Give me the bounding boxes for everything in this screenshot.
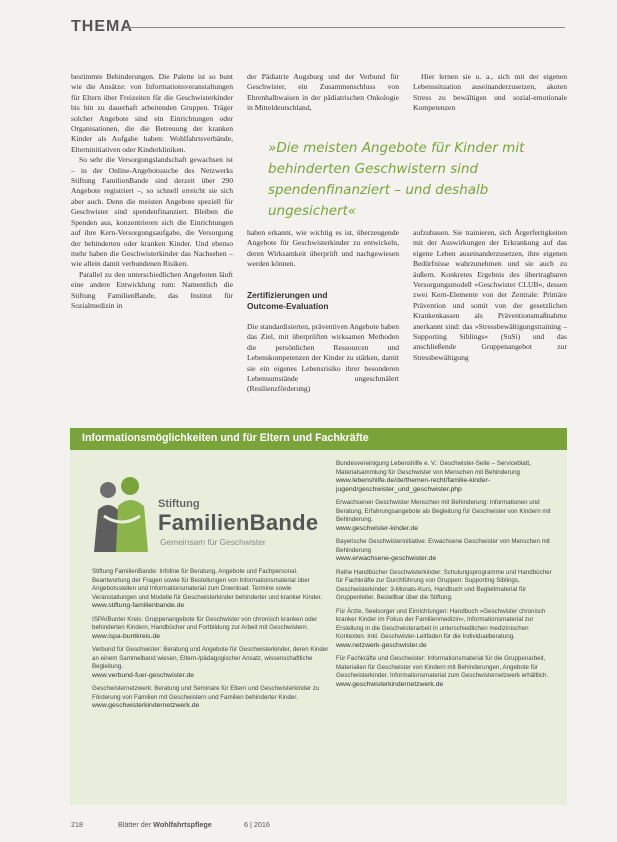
- body-column-3-top: [413, 72, 567, 114]
- info-entry-link[interactable]: www.geschwister-kinder.de: [336, 524, 418, 532]
- infobox-title-bar: [70, 428, 567, 450]
- info-entry-link[interactable]: www.verbund-fuer-geschwister.de: [92, 671, 194, 679]
- info-entry: [336, 460, 558, 494]
- info-entry-link[interactable]: www.geschwisterkindernetzwerk.de: [336, 680, 444, 688]
- subheading: Zertifizierungen und Outcome-Evaluation: [247, 290, 329, 311]
- family-figures-icon: [90, 476, 154, 554]
- info-entry: [92, 685, 332, 711]
- info-entry: [336, 538, 558, 564]
- info-entry-link[interactable]: www.geschwisterkindernetzwerk.de: [92, 702, 200, 709]
- col2-mid-text: haben erkannt, wie wichtig es ist, überzeugende Angebote für Geschwisterkinder zu entwickeln, deren Wirksamkeit überprüft und nachgewiesen werden können.: [247, 228, 399, 269]
- pull-quote: [268, 138, 568, 222]
- col3-bottom-text: aufzubauen. Sie trainieren, sich Ärgerfertigkeiten mit der Auswirkungen der Erkrankung auf das eigene Leben auseinanderzusetzen, ihre eigenen Bedürfnisse wahrzunehmen und sie auch zu äußern. Konkretes Ergebnis des übertragbaren Versorgungsmodell »Geschwister CLUB«, dessen zwei Kern-Elemente von der Zentrale: Primäre Prävention und somit von der gesetzlichen Krankenkassen als Präventionsmaßnahme anerkannt sind: das »Stressbewältigungstraining – Supporting Siblings« (SuSi) und das anschließende Gruppenangebot zur Stressbewältigung: [413, 228, 567, 362]
- col1-paragraph-2: So sehr die Versorgungslandschaft gewachsen ist – in der Online-Angebotssuche des Netzwerks Stiftung FamilienBande sind derzeit über 290 Angebote registriert –, so schnell erreicht sie sich aber auch. Denn die meisten Angebote speziell für Geschwister sind spendenfinanziert. Bleiben die Spenden aus, konzentrieren sich die Einrichtungen auf ihre Kern-Versorgungsaufgabe, die Versorgung der behinderten oder kranken Kinder. Und ebenso mehr haben die Geschwisterkinder das Nachsehen – wie allein damit verbundenen Risiken.: [71, 155, 233, 269]
- body-column-2-mid: [247, 228, 399, 270]
- col3-top-text: Hier lernen sie u. a., sich mit der eigenen Lebenssituation auseinanderzusetzen, akuten Stress zu bewältigen und sozial-emotionale Kompetenzen: [413, 72, 567, 113]
- pull-quote-line-1: »Die meisten Angebote für Kinder mit: [268, 140, 525, 156]
- body-column-3-bottom: [413, 228, 567, 363]
- info-entry: [92, 616, 332, 642]
- info-entry: [336, 569, 558, 603]
- page-number: 218: [71, 820, 83, 829]
- info-entry: [92, 646, 332, 680]
- infobox-right-column: [336, 460, 558, 694]
- header-rule: [128, 27, 565, 28]
- section-title: THEMA: [71, 18, 133, 35]
- col1-paragraph-1: bestimmte Behinderungen. Die Palette ist so bunt wie die Ansätze: von Informationsveranstaltungen für Eltern über Freizeiten für die Geschwisterkinder bis hin zu dauerhaft arbeitenden Gruppen. Träger solcher Angebote sind ein Einrichtungen oder Organisationen, die die Betreuung der kranken Kinder als Aufgabe haben: Wohlfahrtsverbände, Elterninitiativen oder Kinderkliniken.: [71, 72, 233, 154]
- journal-bold: Wohlfahrtspflege: [153, 820, 212, 829]
- body-column-1: [71, 72, 233, 311]
- infobox-left-column: [92, 568, 332, 716]
- info-entry-text: Stiftung FamilienBande: Infoline für Beratung, Angebote und Fachpersonal. Beantwortung der Fragen sowie für Bestellungen von Informationsmaterial über Angebotsstellen und Informationsmaterial zum Download. Termine sowie Veranstaltungen und Modelle für Geschwisterkinder behinderter und kranker Kinder.: [92, 568, 323, 601]
- pull-quote-line-2: behinderten Geschwistern sind: [268, 161, 479, 177]
- body-column-2-bottom: [247, 322, 399, 395]
- familienbande-logo: [90, 476, 340, 556]
- journal-name: [118, 820, 212, 829]
- info-entry-link[interactable]: www.ispa-buntkreis.de: [92, 632, 160, 640]
- info-entry-text: ISPA/Bunter Kreis: Gruppenangebote für Geschwister von chronisch kranken oder behinderten Kindern, Handbücher und Fortbildung zur Arbeit mit Geschwistern.: [92, 615, 318, 631]
- info-entry-text: Reihe Handbücher Geschwisterkinder: Schulungsprogramme und Handbücher für Fachkräfte zur Durchführung von Gruppen: Supporting Siblings, Geschwisterkinder: 3-Monats-Kurs, Handbuch und Begleitmaterial für Gruppenleiter. Bestellbar über die Stiftung.: [336, 568, 552, 601]
- col2-top-text: der Pädiatrie Augsburg und der Verbund für Geschwister, ein Zusammenschluss von Ehrenhalbwaisen in der pädiatrischen Onkologie in Mitteldeutschland,: [247, 72, 399, 113]
- info-entry-link[interactable]: www.netzwerk-geschwister.de: [336, 641, 427, 649]
- info-entry-link[interactable]: www.lebenshilfe.de/de/themen-recht/familie-kinder-jugend/geschwister_und_geschwister.php: [336, 477, 491, 493]
- info-entry-text: Für Ärzte, Seelsorger und Einrichtungen: Handbuch »Geschwister chronisch kranker Kinder im Fokus der Familienmedizin«, Informationsmaterial zur Erstellung in die Geschwisterarbeit in unterschiedlichen medizinischen Kontexten. Inkl. Geschwister-Leitfaden für die Individualberatung.: [336, 607, 546, 640]
- info-entry-text: Bundesvereinigung Lebenshilfe e. V.: Geschwister-Seite – Serviceblatt, Materialsammlung für Geschwister von Menschen mit Behinderung: [336, 460, 531, 476]
- info-entry: [336, 499, 558, 533]
- body-column-2-top: [247, 72, 399, 114]
- issue-number: 6 | 2016: [244, 820, 270, 829]
- logo-tagline: Gemeinsam für Geschwister: [160, 537, 266, 547]
- info-entry-link[interactable]: www.stiftung-familienbande.de: [92, 602, 185, 609]
- pull-quote-line-3: spendenfinanziert – und deshalb ungesichert«: [268, 182, 489, 219]
- col1-paragraph-3: Parallel zu den unterschiedlichen Angeboten läuft eine andere Entwicklung rum: Namentlich die Stiftung FamilienBande, das Institut für Sozialmedizin in: [71, 269, 233, 310]
- info-entry-text: Geschwisternetzwerk: Beratung und Seminare für Eltern und Geschwisterkinder zu Förderung von Familien mit Geschwistern und Familien behinderter Kinder.: [92, 685, 320, 701]
- logo-name-text: FamilienBande: [158, 510, 319, 535]
- journal-prefix: Blätter der: [118, 820, 152, 829]
- info-entry-link[interactable]: www.erwachsene-geschwister.de: [336, 555, 437, 562]
- info-entry-text: Erwachsenen Geschwister Menschen mit Behinderung: Informationen und Beratung, Erfahrungsangebote als Begleitung für Geschwister von Kindern mit Behinderung.: [336, 499, 551, 523]
- logo-stiftung-text: Stiftung: [158, 498, 200, 510]
- info-entry-text: Verbund für Geschwister: Beratung und Angebote für Geschwisterkinder, deren Kinder an einem Sammelband wiesen, Eltern-/pädagogischer Ansatz, wissenschaftliche Begleitung.: [92, 646, 329, 670]
- info-entry-text: Für Fachkräfte und Geschwister: Informationsmaterial für die Gruppenarbeit, Materialien für Geschwister von Kindern mit Behinderungen, Angebote für Geschwisterkinder. Informationsmaterial zum Geschwisternetzwerk erhältlich.: [336, 655, 549, 679]
- infobox-title: Informationsmöglichkeiten und für Eltern und Fachkräfte: [82, 432, 369, 444]
- info-entry: [336, 608, 558, 651]
- info-entry-text: Bayerische Geschwisterinitiative: Erwachsene Geschwister von Menschen mit Behinderung: [336, 538, 550, 554]
- col2-bottom-text: Die standardisierten, präventiven Angebote haben das Ziel, mit überprüften wirksamen Methoden die persönlichen Ressourcen und Lebenskompetenzen der Kinder zu stärken, damit sie ein eigenes Lebensrisiko ihrer besonderen Lebensumstände ungeschmälert (Resilienzförderung): [247, 322, 399, 394]
- info-entry: [336, 655, 558, 689]
- info-entry: [92, 568, 332, 611]
